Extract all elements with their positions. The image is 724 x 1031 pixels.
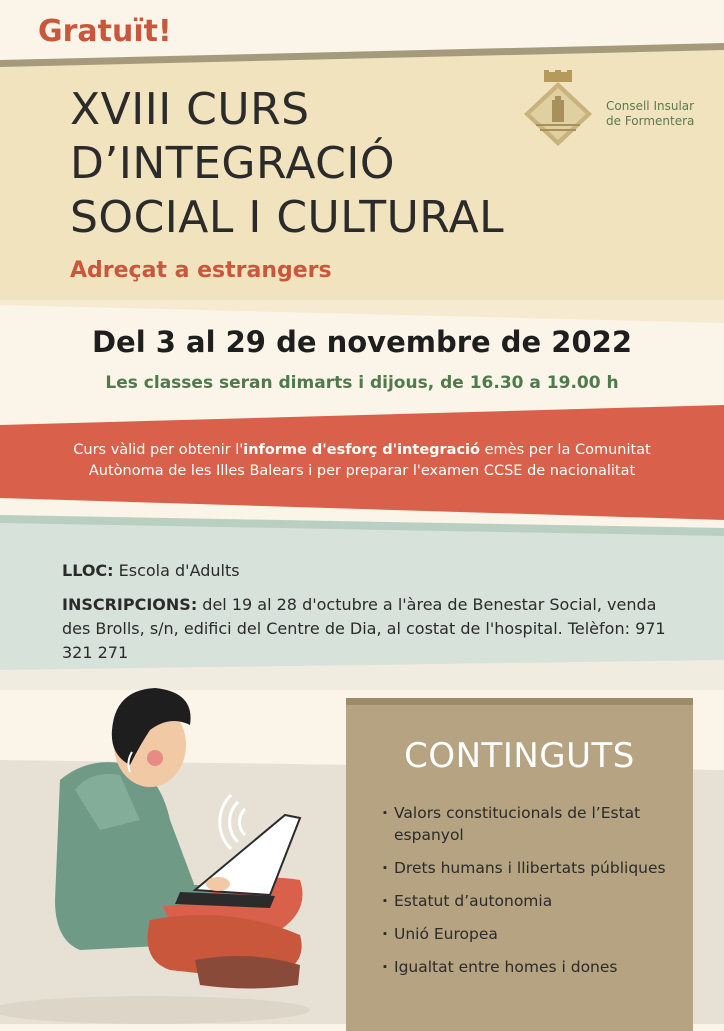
contents-title: CONTINGUTS [404, 736, 635, 776]
class-schedule: Les classes seran dimarts i dijous, de 16.30 a 19.00 h [105, 373, 619, 393]
title-line-2: D’INTEGRACIÓ [70, 138, 395, 189]
list-item: · Igualtat entre homes i dones [382, 956, 682, 978]
info-text-bold: informe d'esforç d'integració [243, 442, 480, 458]
registration-line [62, 593, 682, 665]
title-line-1: XVIII CURS [70, 84, 310, 135]
location-value: Escola d'Adults [113, 561, 240, 580]
info-text-2: emès per la Comunitat Autònoma de les Illes Balears i per preparar l'examen CCSE de nacionalitat [88, 442, 651, 479]
coat-of-arms-icon [522, 70, 594, 148]
list-item: · Drets humans i llibertats públiques [382, 857, 682, 879]
student-laptop-illustration [0, 670, 340, 1024]
location-line [62, 561, 240, 580]
council-name-line-1: Consell Insular [606, 99, 695, 113]
course-dates: Del 3 al 29 de novembre de 2022 [91, 325, 633, 359]
info-text-1: Curs vàlid per obtenir l' [73, 442, 244, 458]
registration-value: del 19 al 28 d'octubre a l'àrea de Benestar Social, venda des Brolls, s/n, edifici del Centre de Dia, al costat de l'hospital. Telèfon: 971 321 271 [62, 595, 666, 662]
info-banner [40, 440, 684, 482]
location-label: LLOC: [62, 561, 114, 580]
free-badge: Gratuït! [38, 14, 172, 49]
council-name [606, 99, 694, 129]
list-item: · Estatut d’autonomia [382, 890, 682, 912]
council-name-line-2: de Formentera [606, 114, 695, 128]
page-title [70, 83, 504, 245]
registration-label: INSCRIPCIONS: [62, 595, 198, 614]
contents-list [382, 802, 682, 989]
audience-subtitle: Adreçat a estrangers [70, 258, 332, 283]
list-item: · Valors constitucionals de l’Estat espanyol [382, 802, 682, 846]
list-item: · Unió Europea [382, 923, 682, 945]
title-line-3: SOCIAL I CULTURAL [70, 192, 505, 243]
